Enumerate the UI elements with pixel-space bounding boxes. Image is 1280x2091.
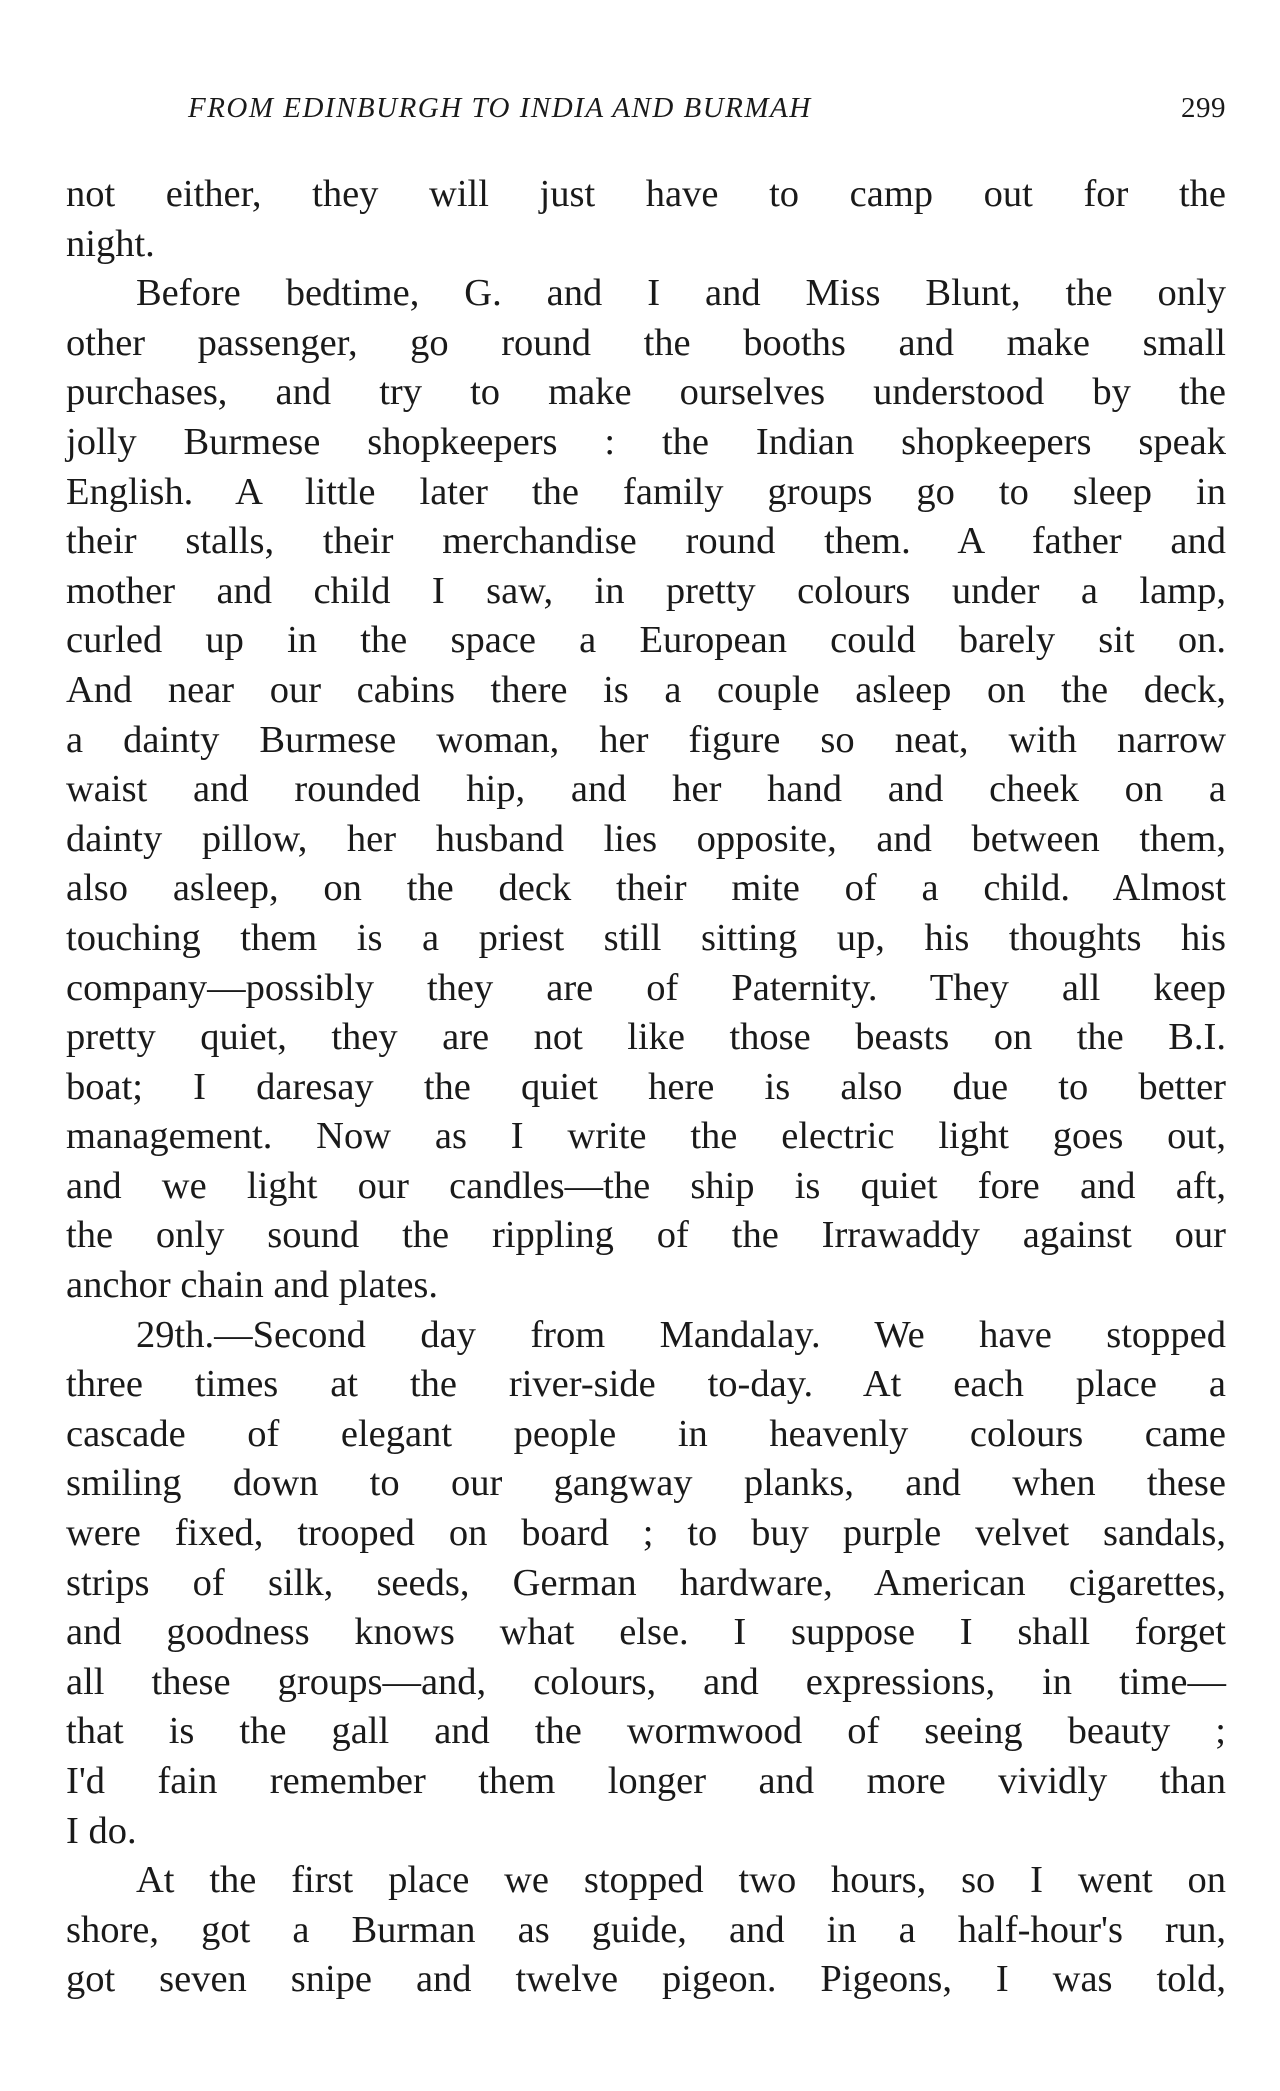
text-line: English. A little later the family groups go to sleep in: [66, 470, 1226, 513]
text-line: waist and rounded hip, and her hand and cheek on a: [66, 768, 1226, 811]
text-line: got seven snipe and twelve pigeon. Pigeons, I was told,: [66, 1958, 1226, 2001]
text-line: and we light our candles—the ship is quiet fore and aft,: [66, 1164, 1226, 1207]
text-line: a dainty Burmese woman, her figure so neat, with narrow: [66, 718, 1226, 761]
text-line: also asleep, on the deck their mite of a child. Almost: [66, 867, 1226, 910]
text-line: their stalls, their merchandise round them. A father and: [66, 520, 1226, 563]
text-line: cascade of elegant people in heavenly colours came: [66, 1412, 1226, 1455]
text-line: jolly Burmese shopkeepers : the Indian shopkeepers speak: [66, 420, 1226, 463]
text-line: And near our cabins there is a couple asleep on the deck,: [66, 668, 1226, 711]
text-line: management. Now as I write the electric light goes out,: [66, 1115, 1226, 1158]
text-line: Before bedtime, G. and I and Miss Blunt, the only: [136, 272, 1226, 315]
text-line: and goodness knows what else. I suppose I shall forget: [66, 1611, 1226, 1654]
page-number: 299: [1181, 92, 1226, 124]
text-line: the only sound the rippling of the Irrawaddy against our: [66, 1214, 1226, 1257]
running-title: FROM EDINBURGH TO INDIA AND BURMAH: [188, 92, 812, 124]
text-line: I do.: [66, 1809, 137, 1852]
text-line: At the first place we stopped two hours, so I went on: [136, 1859, 1226, 1902]
text-line: I'd fain remember them longer and more vividly than: [66, 1760, 1226, 1802]
text-line: anchor chain and plates.: [66, 1264, 439, 1307]
text-line: 29th.—Second day from Mandalay. We have stopped: [136, 1313, 1226, 1356]
text-line: purchases, and try to make ourselves understood by the: [66, 371, 1226, 414]
text-line: mother and child I saw, in pretty colours under a lamp,: [66, 569, 1226, 612]
text-line: that is the gall and the wormwood of seeing beauty ;: [66, 1710, 1226, 1753]
text-line: three times at the river-side to-day. At each place a: [66, 1363, 1226, 1406]
text-line: not either, they will just have to camp out for the: [66, 173, 1226, 215]
text-line: dainty pillow, her husband lies opposite, and between them,: [66, 817, 1226, 860]
text-line: touching them is a priest still sitting up, his thoughts his: [66, 916, 1226, 959]
text-line: company—possibly they are of Paternity. They all keep: [66, 966, 1226, 1009]
text-line: all these groups—and, colours, and expressions, in time—: [66, 1660, 1226, 1703]
body-text: [66, 170, 1226, 2005]
text-line: curled up in the space a European could barely sit on.: [66, 619, 1226, 662]
text-line: other passenger, go round the booths and make small: [66, 321, 1226, 364]
text-line: pretty quiet, they are not like those beasts on the B.I.: [66, 1016, 1226, 1059]
text-line: shore, got a Burman as guide, and in a half-hour's run,: [66, 1908, 1226, 1951]
text-line: smiling down to our gangway planks, and when these: [66, 1462, 1226, 1505]
running-header: [66, 92, 1226, 136]
text-line: strips of silk, seeds, German hardware, American cigarettes,: [66, 1561, 1226, 1604]
text-line: boat; I daresay the quiet here is also due to better: [66, 1065, 1226, 1108]
text-line: were fixed, trooped on board ; to buy purple velvet sandals,: [66, 1512, 1226, 1555]
text-line: night.: [66, 222, 155, 265]
